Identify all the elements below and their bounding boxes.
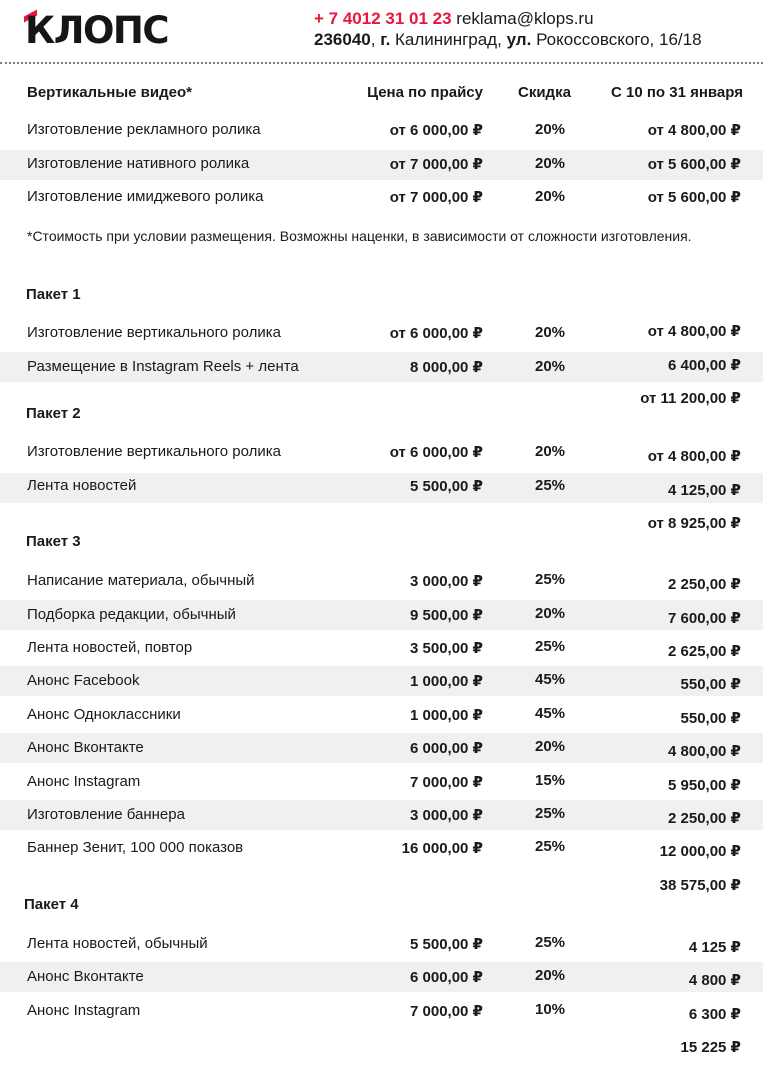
row-price: 3 000,00 ₽ bbox=[410, 807, 483, 824]
table-row bbox=[0, 929, 763, 959]
phone-number[interactable]: + 7 4012 31 01 23 bbox=[314, 9, 452, 28]
row-final-price: 12 000,00 ₽ bbox=[659, 843, 741, 860]
row-price: от 6 000,00 ₽ bbox=[389, 444, 483, 461]
row-final-price: 6 400,00 ₽ bbox=[668, 357, 741, 374]
page-header bbox=[0, 0, 763, 62]
row-discount: 25% bbox=[534, 805, 566, 822]
row-price: 3 500,00 ₽ bbox=[410, 640, 483, 657]
package-total: 38 575,00 ₽ bbox=[659, 877, 741, 894]
row-discount: 25% bbox=[534, 571, 566, 588]
table-row bbox=[0, 800, 763, 830]
row-price: 5 500,00 ₽ bbox=[410, 478, 483, 495]
footnote: *Стоимость при условии размещения. Возможны наценки, в зависимости от сложности изготовления. bbox=[27, 228, 692, 244]
row-name: Изготовление нативного ролика bbox=[27, 155, 250, 172]
row-name: Лента новостей, повтор bbox=[27, 639, 193, 656]
row-price: от 6 000,00 ₽ bbox=[389, 325, 483, 342]
section-title: Вертикальные видео* bbox=[27, 84, 192, 101]
row-name: Анонс Одноклассники bbox=[27, 706, 181, 723]
row-name: Написание материала, обычный bbox=[27, 572, 255, 589]
row-final-price: от 4 800,00 ₽ bbox=[647, 122, 741, 139]
row-final-price: 550,00 ₽ bbox=[680, 710, 741, 727]
table-row bbox=[0, 733, 763, 763]
row-discount: 20% bbox=[534, 967, 566, 984]
row-final-price: от 4 800,00 ₽ bbox=[647, 323, 741, 340]
city: Калининград, bbox=[395, 30, 502, 49]
row-name: Анонс Instagram bbox=[27, 773, 141, 790]
package-title: Пакет 2 bbox=[26, 405, 81, 422]
column-header-discount: Скидка bbox=[518, 84, 571, 101]
row-final-price: 550,00 ₽ bbox=[680, 676, 741, 693]
package-total: от 8 925,00 ₽ bbox=[647, 515, 741, 532]
row-price: 6 000,00 ₽ bbox=[410, 740, 483, 757]
row-name: Баннер Зенит, 100 000 показов bbox=[27, 839, 244, 856]
logo-text: КЛОПС bbox=[25, 9, 169, 52]
package-title: Пакет 3 bbox=[26, 533, 81, 550]
row-price: 3 000,00 ₽ bbox=[410, 573, 483, 590]
header-divider bbox=[0, 62, 763, 64]
column-header-price: Цена по прайсу bbox=[367, 84, 483, 101]
row-price: 1 000,00 ₽ bbox=[410, 673, 483, 690]
package-total: от 11 200,00 ₽ bbox=[640, 390, 741, 407]
row-price: 9 500,00 ₽ bbox=[410, 607, 483, 624]
package-title: Пакет 1 bbox=[26, 286, 81, 303]
row-price: 6 000,00 ₽ bbox=[410, 969, 483, 986]
row-final-price: 4 125,00 ₽ bbox=[668, 482, 741, 499]
street-prefix: ул. bbox=[506, 30, 532, 49]
row-price: 7 000,00 ₽ bbox=[410, 1003, 483, 1020]
row-name: Лента новостей bbox=[27, 477, 137, 494]
row-name: Анонс Вконтакте bbox=[27, 968, 144, 985]
row-final-price: от 5 600,00 ₽ bbox=[647, 156, 741, 173]
table-row bbox=[0, 352, 763, 382]
row-final-price: от 5 600,00 ₽ bbox=[647, 189, 741, 206]
row-discount: 20% bbox=[534, 188, 566, 205]
row-discount: 20% bbox=[534, 738, 566, 755]
row-discount: 20% bbox=[534, 121, 566, 138]
row-discount: 25% bbox=[534, 934, 566, 951]
row-name: Подборка редакции, обычный bbox=[27, 606, 236, 623]
postcode: 236040 bbox=[314, 30, 371, 49]
row-final-price: 7 600,00 ₽ bbox=[668, 610, 741, 627]
table-row bbox=[0, 150, 763, 180]
contact-line-1 bbox=[314, 8, 702, 29]
row-price: 1 000,00 ₽ bbox=[410, 707, 483, 724]
street: Рокоссовского, 16/18 bbox=[536, 30, 702, 49]
column-header-final: С 10 по 31 января bbox=[611, 84, 743, 101]
row-name: Анонс Facebook bbox=[27, 672, 140, 689]
row-name: Изготовление вертикального ролика bbox=[27, 443, 281, 460]
row-final-price: 6 300 ₽ bbox=[688, 1006, 741, 1023]
row-name: Анонс Вконтакте bbox=[27, 739, 144, 756]
table-row bbox=[0, 833, 763, 863]
row-name: Изготовление вертикального ролика bbox=[27, 324, 281, 341]
table-row bbox=[0, 183, 763, 213]
package-title: Пакет 4 bbox=[24, 896, 79, 913]
row-discount: 25% bbox=[534, 638, 566, 655]
row-name: Изготовление рекламного ролика bbox=[27, 121, 261, 138]
row-final-price: 2 250,00 ₽ bbox=[668, 810, 741, 827]
row-final-price: 4 125 ₽ bbox=[688, 939, 741, 956]
row-final-price: 4 800 ₽ bbox=[688, 972, 741, 989]
table-row bbox=[0, 700, 763, 730]
row-name: Изготовление имиджевого ролика bbox=[27, 188, 264, 205]
row-discount: 45% bbox=[534, 671, 566, 688]
row-final-price: 2 250,00 ₽ bbox=[668, 576, 741, 593]
row-discount: 20% bbox=[534, 155, 566, 172]
email-address[interactable]: reklama@klops.ru bbox=[456, 9, 594, 28]
table-row bbox=[0, 116, 763, 146]
row-price: 5 500,00 ₽ bbox=[410, 936, 483, 953]
row-name: Изготовление баннера bbox=[27, 806, 185, 823]
row-discount: 25% bbox=[534, 477, 566, 494]
row-name: Анонс Instagram bbox=[27, 1002, 141, 1019]
row-discount: 20% bbox=[534, 324, 566, 341]
row-price: от 6 000,00 ₽ bbox=[389, 122, 483, 139]
row-discount: 20% bbox=[534, 443, 566, 460]
row-price: от 7 000,00 ₽ bbox=[389, 156, 483, 173]
contact-info bbox=[314, 8, 702, 50]
row-discount: 20% bbox=[534, 358, 566, 375]
row-discount: 25% bbox=[534, 838, 566, 855]
table-row bbox=[0, 318, 763, 348]
row-final-price: 2 625,00 ₽ bbox=[668, 643, 741, 660]
package-total: 15 225 ₽ bbox=[680, 1039, 741, 1056]
row-price: 8 000,00 ₽ bbox=[410, 359, 483, 376]
table-row bbox=[0, 633, 763, 663]
table-row bbox=[0, 600, 763, 630]
table-row bbox=[0, 767, 763, 797]
row-final-price: от 4 800,00 ₽ bbox=[647, 448, 741, 465]
table-row bbox=[0, 473, 763, 503]
row-discount: 15% bbox=[534, 772, 566, 789]
row-price: от 7 000,00 ₽ bbox=[389, 189, 483, 206]
table-row bbox=[0, 666, 763, 696]
city-prefix: г. bbox=[380, 30, 391, 49]
row-discount: 10% bbox=[534, 1001, 566, 1018]
row-discount: 45% bbox=[534, 705, 566, 722]
contact-line-2: 236040, г. Калининград, ул. Рокоссовского, 16/18 bbox=[314, 30, 702, 49]
table-row bbox=[0, 996, 763, 1026]
row-price: 16 000,00 ₽ bbox=[401, 840, 483, 857]
row-discount: 20% bbox=[534, 605, 566, 622]
table-row bbox=[0, 962, 763, 992]
row-final-price: 4 800,00 ₽ bbox=[668, 743, 741, 760]
row-price: 7 000,00 ₽ bbox=[410, 774, 483, 791]
table-row bbox=[0, 566, 763, 596]
row-name: Лента новостей, обычный bbox=[27, 935, 208, 952]
row-final-price: 5 950,00 ₽ bbox=[668, 777, 741, 794]
table-row bbox=[0, 439, 763, 469]
row-name: Размещение в Instagram Reels + лента bbox=[27, 358, 299, 375]
